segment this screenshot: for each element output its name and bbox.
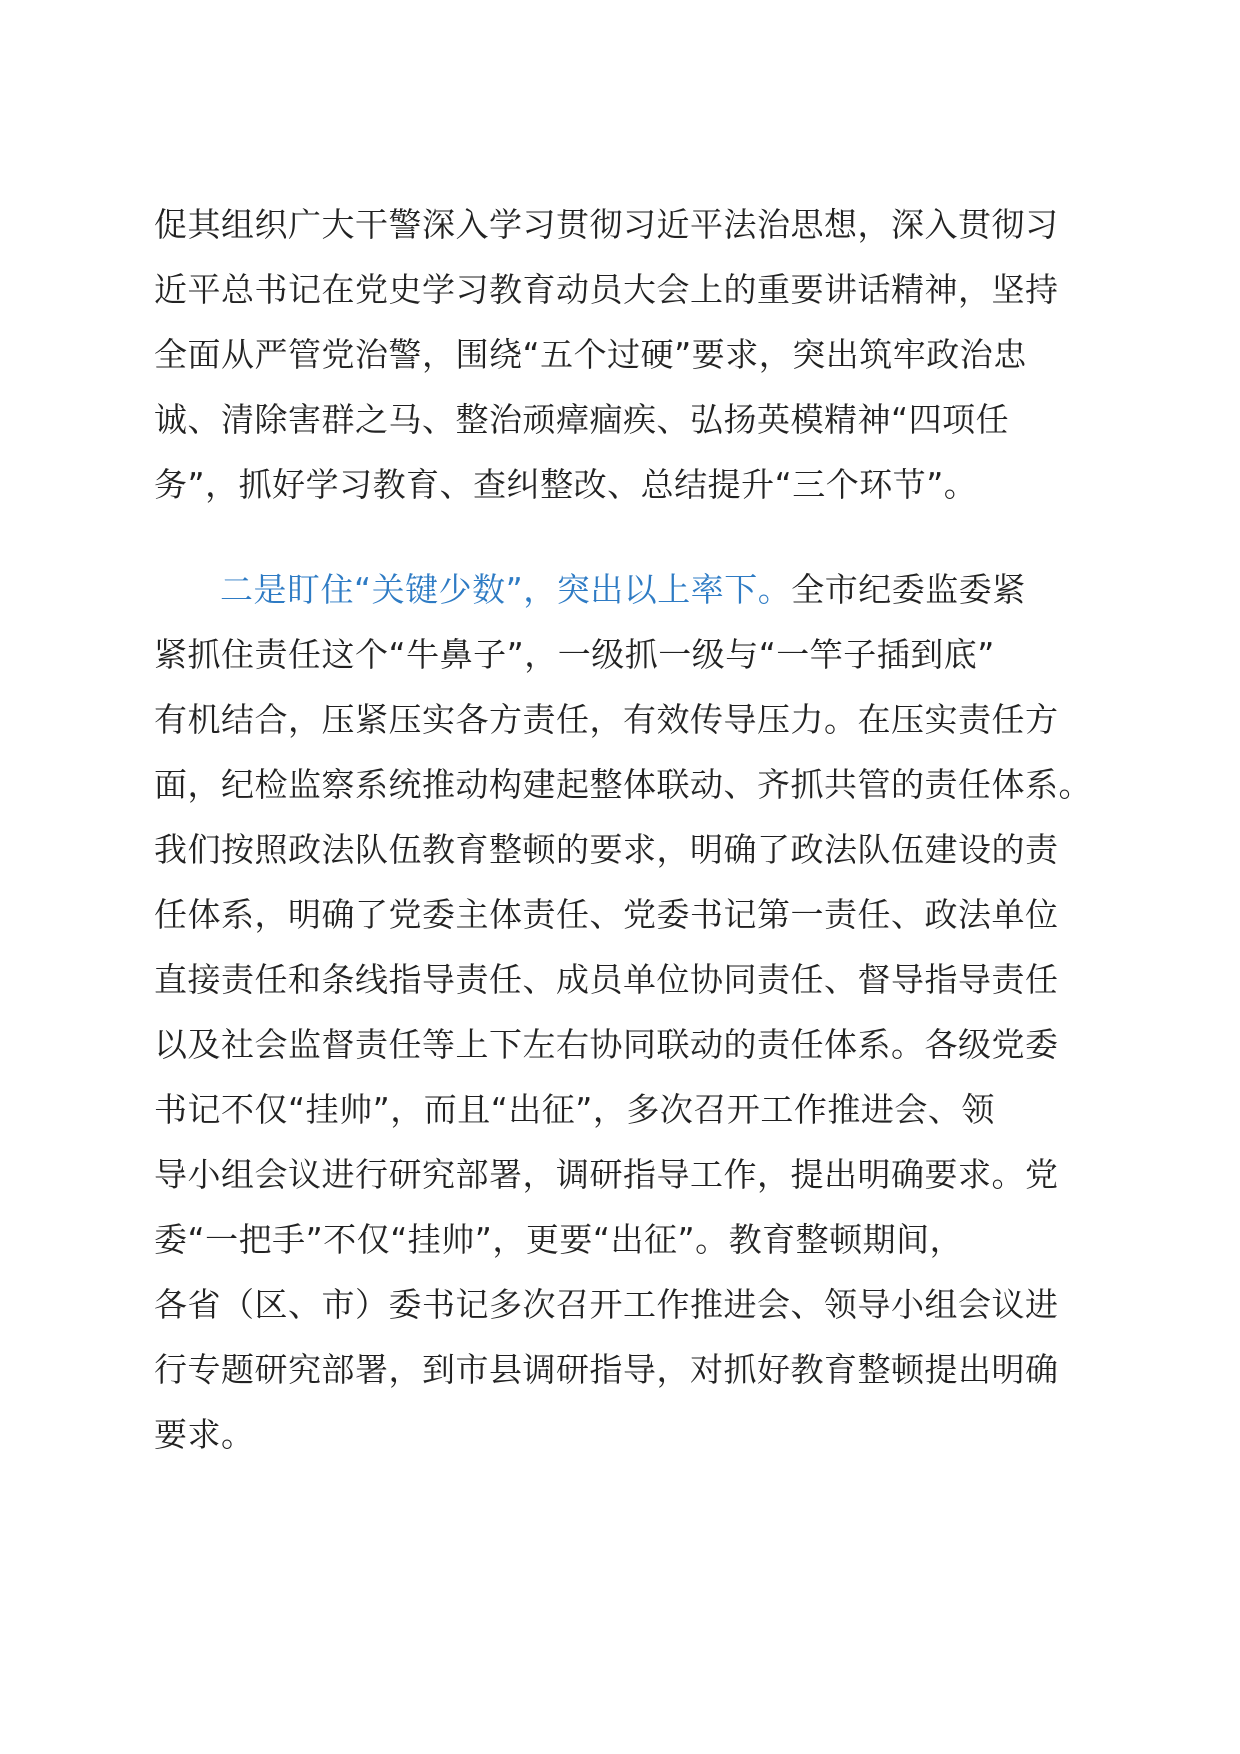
paragraph-line: 导小组会议进行研究部署，调研指导工作，提出明确要求。党 [154, 1155, 1059, 1194]
paragraph-line: 我们按照政法队伍教育整顿的要求，明确了政法队伍建设的责 [154, 830, 1059, 869]
paragraph-line: 促其组织广大干警深入学习贯彻习近平法治思想，深入贯彻习 [154, 205, 1059, 244]
paragraph-line: 行专题研究部署，到市县调研指导，对抓好教育整顿提出明确 [154, 1350, 1059, 1389]
paragraph-line: 全面从严管党治警，围绕“五个过硬”要求，突出筑牢政治忠 [154, 335, 1027, 374]
paragraph-line: 书记不仅“挂帅”，而且“出征”，多次召开工作推进会、领 [154, 1090, 995, 1129]
paragraph-line: 紧抓住责任这个“牛鼻子”，一级抓一级与“一竿子插到底” [154, 635, 995, 674]
section-heading: 二是盯住“关键少数”，突出以上率下。 [220, 570, 792, 609]
paragraph-first-line [154, 557, 1094, 622]
paragraph-line-rest: 全市纪委监委紧 [791, 570, 1026, 609]
paragraph-line: 要求。 [154, 1415, 255, 1454]
paragraph-line: 任体系，明确了党委主体责任、党委书记第一责任、政法单位 [154, 895, 1059, 934]
paragraph-line: 近平总书记在党史学习教育动员大会上的重要讲话精神，坚持 [154, 270, 1059, 309]
paragraph-line: 务”，抓好学习教育、查纠整改、总结提升“三个环节”。 [154, 465, 978, 504]
paragraph-1 [154, 192, 1094, 517]
paragraph-line: 有机结合，压紧压实各方责任，有效传导压力。在压实责任方 [154, 700, 1059, 739]
paragraph-line: 委“一把手”不仅“挂帅”，更要“出征”。教育整顿期间， [154, 1220, 964, 1259]
paragraph-line: 以及社会监督责任等上下左右协同联动的责任体系。各级党委 [154, 1025, 1059, 1064]
paragraph-line: 诚、清除害群之马、整治顽瘴痼疾、弘扬英模精神“四项任 [154, 400, 1010, 439]
paragraph-line: 面，纪检监察系统推动构建起整体联动、齐抓共管的责任体系。 [154, 765, 1092, 804]
paragraph-2 [154, 557, 1094, 1467]
paragraph-line: 各省（区、市）委书记多次召开工作推进会、领导小组会议进 [154, 1285, 1059, 1324]
paragraph-line: 直接责任和条线指导责任、成员单位协同责任、督导指导责任 [154, 960, 1059, 999]
